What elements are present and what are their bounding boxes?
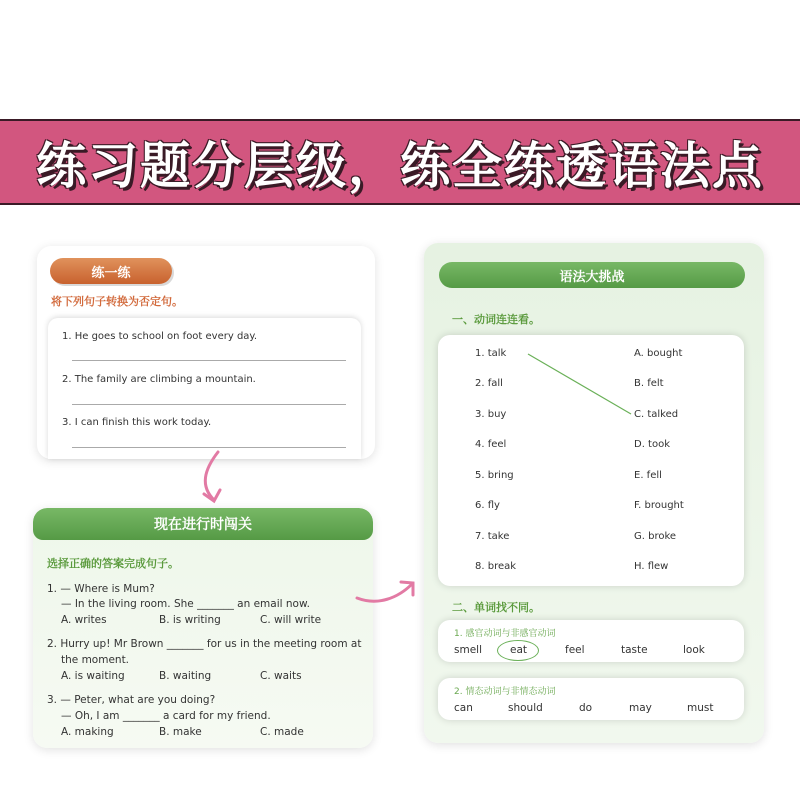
option-b: B. waiting (159, 670, 212, 682)
question-line: 2. Hurry up! Mr Brown _______ for us in the meeting room at (47, 638, 362, 650)
match-left-item: 2. fall (475, 378, 503, 389)
practice-question: 2. The family are climbing a mountain. (62, 374, 256, 385)
word-item: smell (454, 644, 482, 656)
question-line: the moment. (61, 654, 130, 666)
section-heading: 二、单词找不同。 (452, 601, 540, 614)
option-a: A. making (61, 726, 114, 738)
match-right-item: H. flew (634, 561, 669, 572)
word-item: feel (565, 644, 585, 656)
option-b: B. make (159, 726, 202, 738)
word-item: taste (621, 644, 648, 656)
match-right-item: F. brought (634, 500, 684, 511)
word-item: must (687, 702, 714, 714)
option-c: C. will write (260, 614, 322, 626)
word-item: may (629, 702, 652, 714)
match-right-item: G. broke (634, 531, 677, 542)
match-left-item: 3. buy (475, 409, 507, 420)
match-right-item: C. talked (634, 409, 679, 420)
grammar-title: 语法大挑战 (439, 262, 745, 288)
match-right-item: E. fell (634, 470, 662, 481)
curved-arrow-icon (357, 582, 413, 601)
option-b: B. is writing (159, 614, 221, 626)
group-title: 1. 感官动词与非感官动词 (454, 629, 556, 639)
practice-label: 练一练 (50, 258, 172, 284)
option-a: A. writes (61, 614, 107, 626)
group-title: 2. 情态动词与非情态动词 (454, 687, 556, 697)
word-item: can (454, 702, 473, 714)
section-heading: 一、动词连连看。 (452, 313, 540, 326)
match-right-item: B. felt (634, 378, 664, 389)
match-left-item: 1. talk (475, 348, 507, 359)
question-line: — Oh, I am _______ a card for my friend. (61, 710, 271, 722)
progressive-title: 现在进行时闯关 (33, 508, 373, 540)
progressive-instruction: 选择正确的答案完成句子。 (47, 557, 179, 570)
word-item: should (508, 702, 543, 714)
match-left-item: 4. feel (475, 439, 507, 450)
question-line: — In the living room. She _______ an email now. (61, 598, 310, 610)
word-item: eat (510, 644, 528, 656)
match-right-item: A. bought (634, 348, 683, 359)
match-left-item: 6. fly (475, 500, 500, 511)
question-line: 3. — Peter, what are you doing? (47, 694, 216, 706)
option-c: C. waits (260, 670, 302, 682)
curved-arrow-icon (204, 452, 220, 501)
option-c: C. made (260, 726, 304, 738)
match-right-item: D. took (634, 439, 671, 450)
practice-instruction: 将下列句子转换为否定句。 (51, 295, 183, 308)
match-left-item: 8. break (475, 561, 517, 572)
option-a: A. is waiting (61, 670, 125, 682)
match-left-item: 5. bring (475, 470, 514, 481)
word-item: do (579, 702, 593, 714)
banner-title: 练习题分层级，练全练透语法点 (36, 137, 764, 195)
practice-question: 3. I can finish this work today. (62, 417, 212, 428)
practice-question: 1. He goes to school on foot every day. (62, 331, 258, 342)
question-line: 1. — Where is Mum? (47, 583, 155, 595)
match-left-item: 7. take (475, 531, 510, 542)
word-item: look (683, 644, 705, 656)
